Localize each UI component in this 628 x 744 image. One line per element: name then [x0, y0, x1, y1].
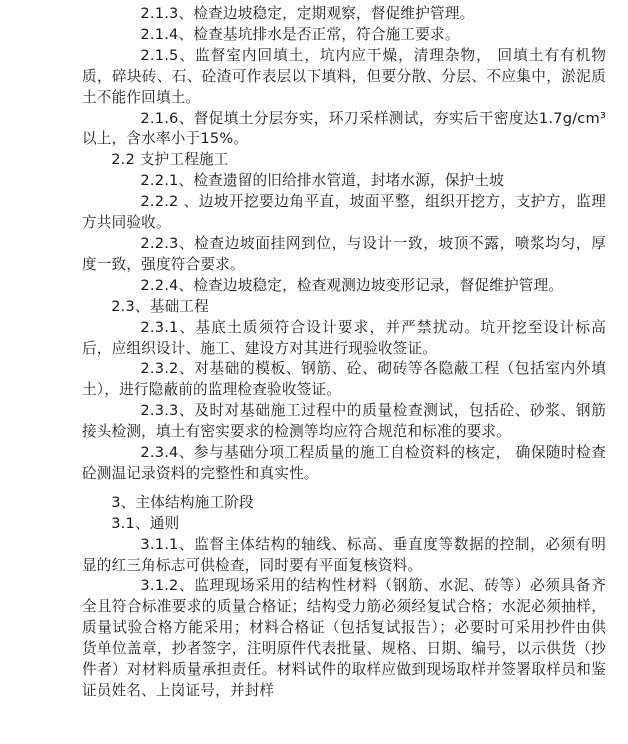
section-heading: 2.2 支护工程施工 [111, 151, 229, 169]
paragraph: 2.1.5、监督室内回填土，坑内应干燥，清理杂物， 回填土有有机物质，碎块砖、石、砼渣可作表层以下填料，但要分散、分层、不应集中，淤泥质土不能作回填土。 [82, 46, 606, 106]
paragraph: 2.3.4、参与基础分项工程质量的施工自检资料的核定， 确保随时检查砼测温记录资料的完整性和真实性。 [82, 444, 606, 482]
paragraph: 2.3.1、基底土质须符合设计要求，并严禁扰动。坑开挖至设计标高后，应组织设计、施工、建设方对其进行现验收签证。 [82, 318, 606, 357]
paragraph: 2.3.3、及时对基础施工过程中的质量检查测试，包括砼、砂浆、钢筋接头检测，填土有密实要求的检测等均应符合规范和标准的要求。 [82, 402, 606, 441]
paragraph: 3.1.2、监理现场采用的结构性材料（钢筋、水泥、砖等）必须具备齐全且符合标准要求的质量合格证；结构受力筋必须经复试合格；水泥必须抽样，质量试验合格方能采用；材料合格证（包括复试报告）；必要时可采用抄件由供货单位盖章，抄者签字，注明原件代表批量、规格、日期、编号，以示供货（抄件者）对材料质量承担责任。材料试件的取样应做到现场取样并签署取样员和鉴证员姓名、上岗证号，并封样 [82, 577, 606, 699]
section-heading: 3.1、通则 [111, 514, 180, 532]
paragraph: 2.1.4、检查基坑排水是否正常，符合施工要求。 [140, 25, 460, 43]
paragraph: 2.2.4、检查边坡稳定，检查观测边坡变形记录，督促维护管理。 [140, 276, 564, 294]
section-heading: 2.3、基础工程 [111, 297, 209, 315]
paragraph: 2.2.2 、边坡开挖要边角平直，坡面平整，组织开挖方，支护方，监理方共同验收。 [82, 193, 606, 232]
paragraph: 2.2.1、检查遗留的旧给排水管道，封堵水源，保护土坡 [140, 172, 504, 190]
paragraph: 2.3.2、对基础的模板、钢筋、砼、砌砖等各隐蔽工程（包括室内外填土），进行隐蔽前的监理检查验收签证。 [82, 360, 606, 399]
paragraph: 2.1.3、检查边坡稳定，定期观察，督促维护管理。 [140, 5, 475, 22]
document-body [82, 4, 606, 702]
chapter-heading: 3、主体结构施工阶段 [111, 493, 254, 511]
paragraph: 3.1.1、监督主体结构的轴线、标高、垂直度等数据的控制，必须有明显的红三角标志可供检查，同时要有平面复核资料。 [82, 535, 606, 574]
paragraph: 2.1.6、督促填土分层夯实，环刀采样测试，夯实后干密度达1.7g/cm³以上，含水率小于15%。 [82, 109, 606, 148]
paragraph: 2.2.3、检查边坡面挂网到位，与设计一致，坡顶不露，喷浆均匀，厚度一致，强度符合要求。 [82, 234, 606, 273]
